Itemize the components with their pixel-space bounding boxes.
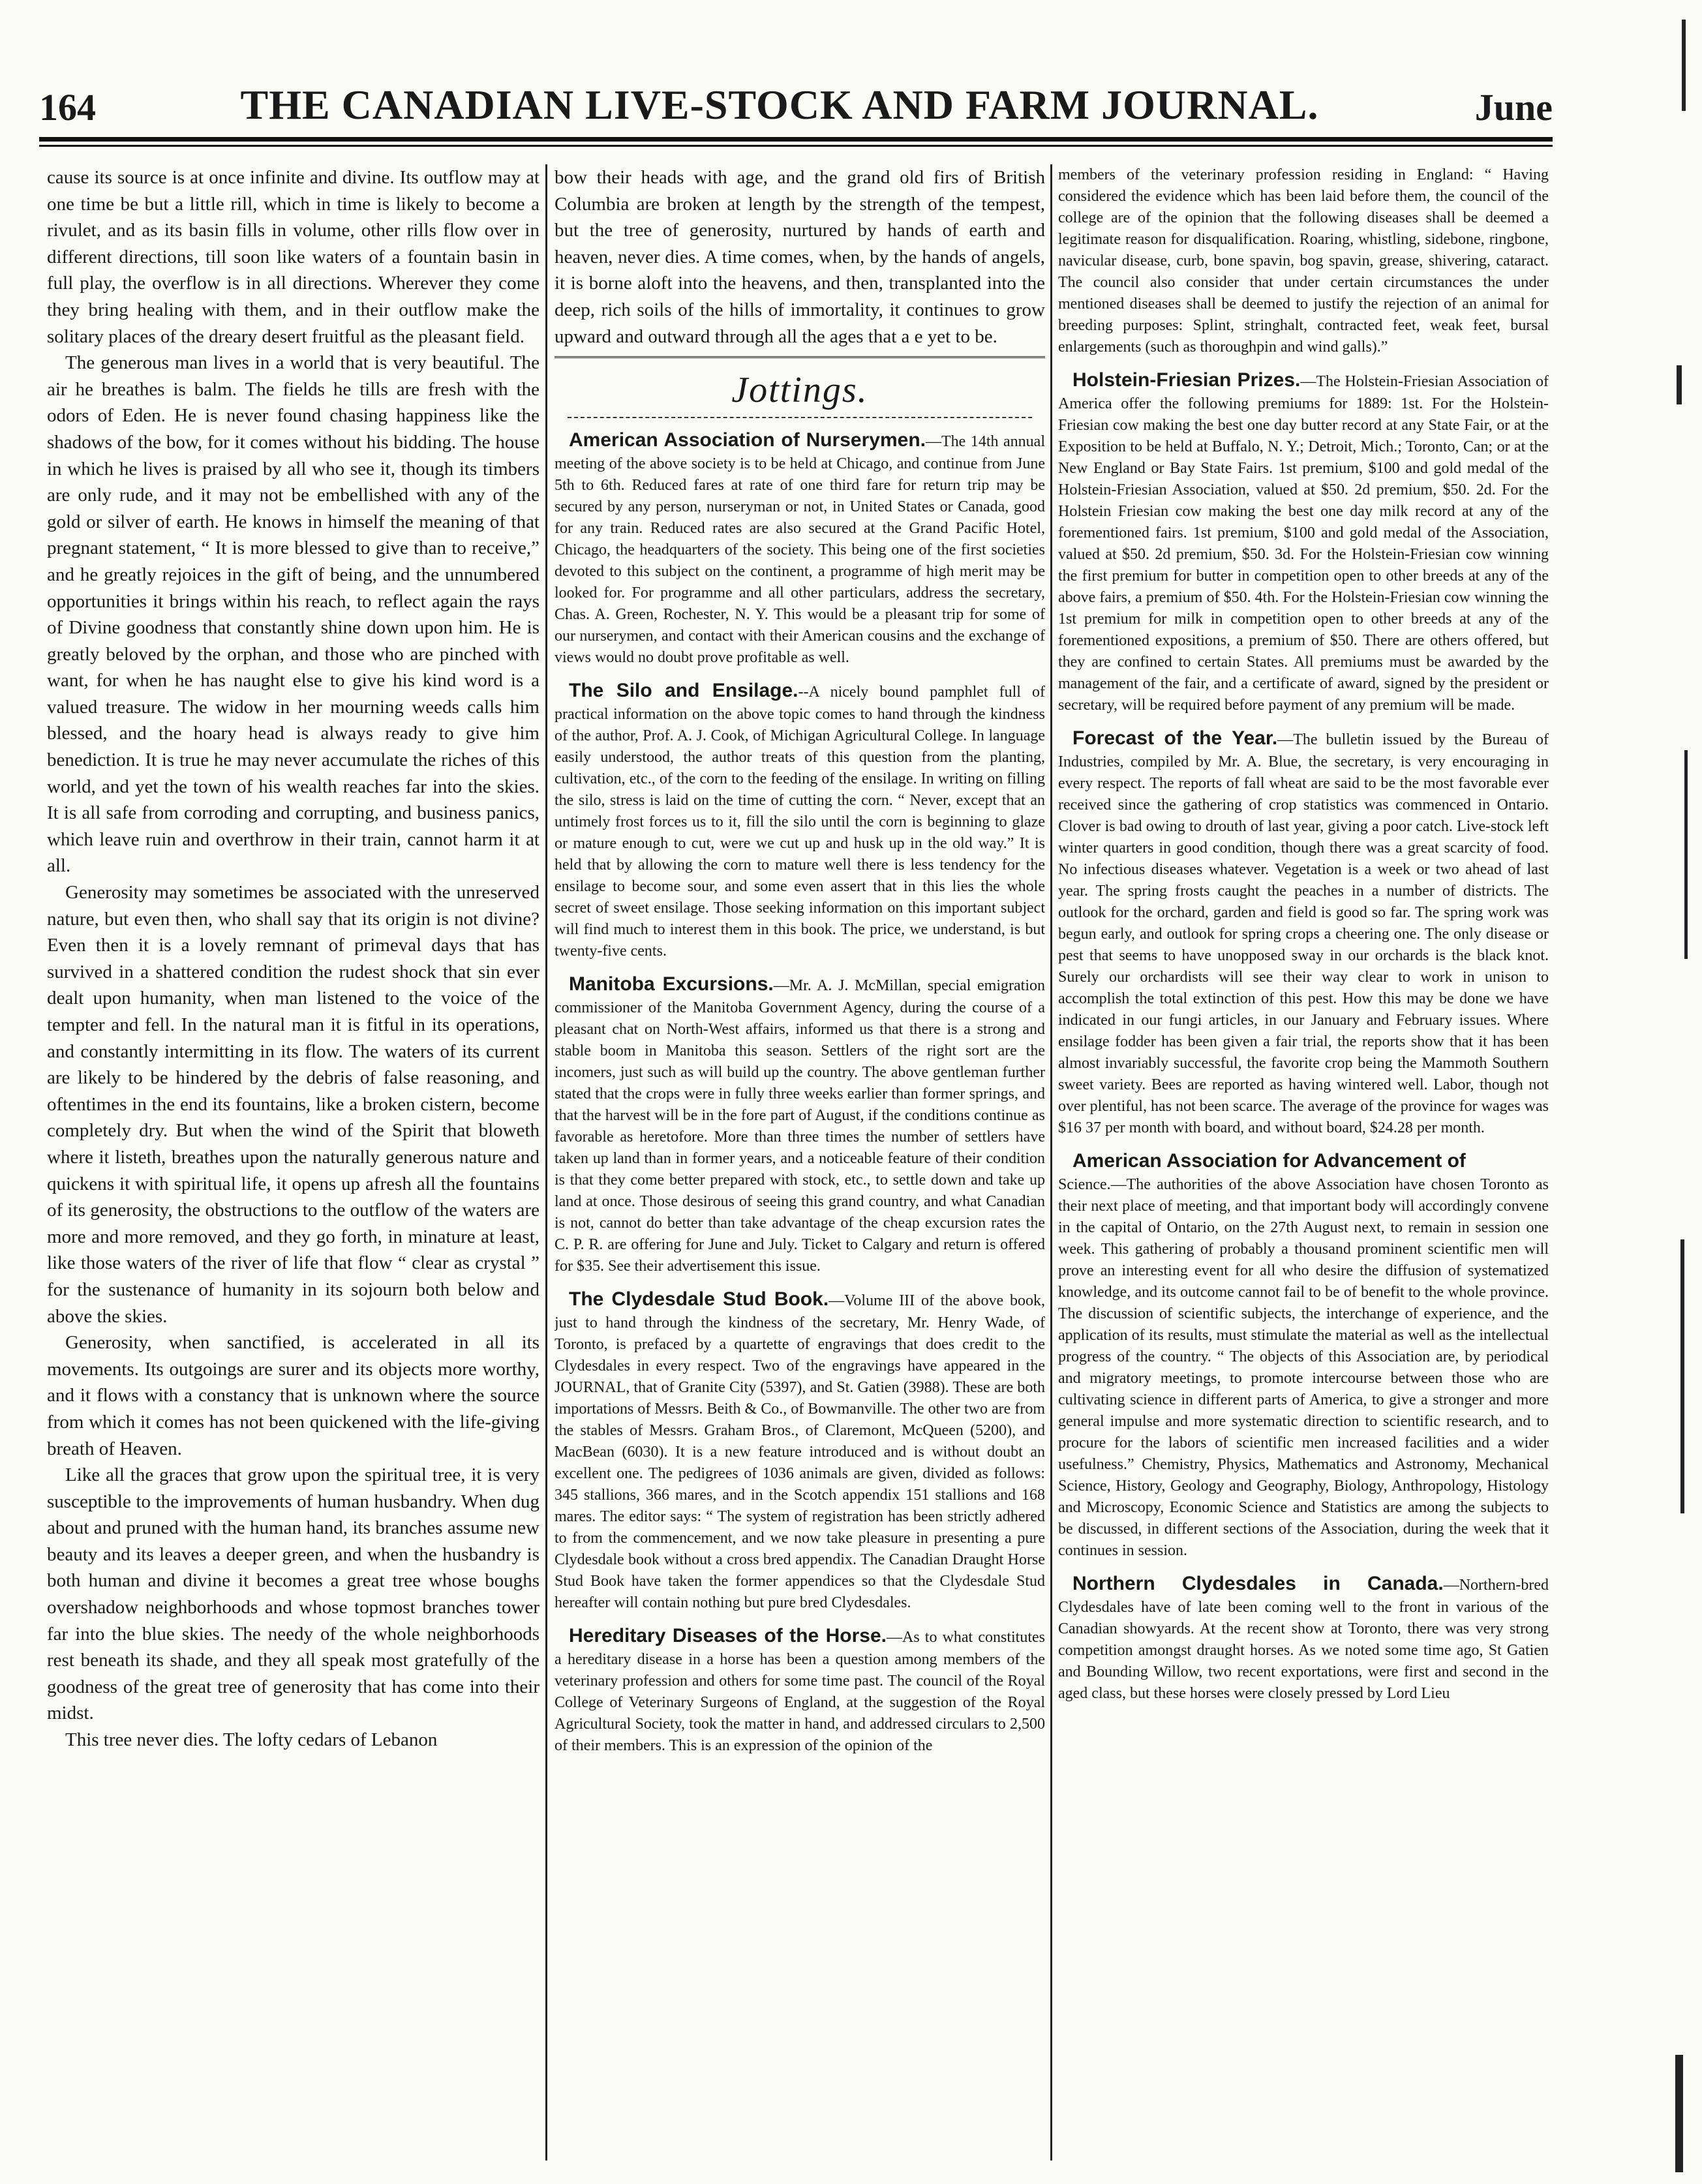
- column-1: [47, 164, 539, 2154]
- article-heading: Forecast of the Year.: [1072, 727, 1278, 749]
- scan-mark: [1677, 365, 1682, 404]
- article: [555, 1623, 1045, 1757]
- article: [1058, 367, 1549, 716]
- article-text: —As to what constitutes a hereditary disease in a horse has been a question among members of the veterinary profession and others for some time past. The council of the Royal College of Veterinary Surgeons of England, at the suggestion of the Royal Agricultural Society, took the matter in hand, and addressed circulars to 2,500 of their members. This is an expression of the opinion of the: [555, 1629, 1045, 1755]
- scan-mark: [1682, 20, 1686, 111]
- column-3: [1058, 164, 1549, 2154]
- article-text: --A nicely bound pamphlet full of practical information on the above topic comes to hand through the kindness of the author, Prof. A. J. Cook, of Michigan Agricultural College. In language easily understood, the author treats of this question from the planting, cultivation, etc., of the corn to the feeding of the ensilage. In writing on filling the silo, stress is laid on the time of cutting the corn. “ Never, except that an untimely frost forces us to it, fill the silo until the corn is beginning to glaze or mature enough to cut, were we cut up and husk up in the old way.” It is held that by allowing the corn to mature well there is less tendency for the ensilage to become sour, and some even assert that in this lies the whole secret of sweet ensilage. Those seeking information on this important subject will find much to interest them in this book. The price, we understand, is but twenty-five cents.: [555, 684, 1045, 960]
- paragraph: This tree never dies. The lofty cedars of Lebanon: [65, 1729, 438, 1751]
- article-heading: American Association of Nurserymen.: [569, 429, 926, 451]
- column-divider-2: [1050, 164, 1052, 2161]
- article-heading: American Association for Advancement of: [1072, 1150, 1466, 1172]
- article: [555, 678, 1045, 962]
- scan-edge: [1670, 0, 1702, 2184]
- article: [1058, 725, 1549, 1139]
- paragraph: The generous man lives in a world that is very beautiful. The air he breathes is balm. The fields he tills are fresh with the odors of Eden. He is never found chasing happiness like the shadows of the bow, for it comes without his bidding. The house in which he lives is praised by all who see it, though its timbers are only rude, and it may not be embellished with any of the gold or silver of earth. He knows in himself the meaning of that pregnant statement, “ It is more blessed to give than to receive,” and he greatly rejoices in the gift of being, and the unnumbered opportunities it brings within his reach, to reflect again the rays of Divine goodness that constantly shine down upon him. He is greatly beloved by the orphan, and those who are pinched with want, for when he has naught else to give his kind word is a valued treasure. The widow in her mourning weeds calls him blessed, and the hoary head is always ready to give him benediction. It is true he may never accumulate the riches of this world, and yet the town of his wealth reaches far into the skies. It is all safe from corroding and corrupting, and business panics, which leave ruin and overthrow in their train, cannot harm it at all.: [47, 352, 539, 877]
- article-heading: Manitoba Excursions.: [569, 973, 774, 995]
- scan-mark: [1684, 750, 1688, 959]
- article-continuation: members of the veterinary profession residing in England: “ Having considered the evidence which has been laid before them, the council of the college are of the opinion that the following diseases shall be deemed a legitimate reason for disqualification. Roaring, whistling, sidebone, ringbone, navicular disease, curb, bone spavin, bog spavin, grease, shivering, cataract. The council also consider that under certain circumstances the under mentioned diseases shall be deemed to justify the rejection of an animal for breeding purposes: Splint, stringhalt, contracted feet, weak feet, bursal enlargements (such as thoroughpin and wind galls).”: [1058, 166, 1549, 356]
- paragraph: Like all the graces that grow upon the spiritual tree, it is very susceptible to the improvements of human husbandry. When dug about and pruned with the human hand, its branches assume new beauty and its leaves a deeper green, and when the husbandry is both human and divine it becomes a great tree whose boughs overshadow neighborhoods and whose topmost branches tower far into the blue skies. The needy of the whole neighborhoods rest beneath its shade, and they all speak most gratefully of the goodness of the great tree of generosity that has come into their midst.: [47, 1464, 539, 1724]
- header-rule-bottom: [39, 145, 1553, 147]
- article-text: Science.—The authorities of the above Association have chosen Toronto as their next place of meeting, and that important body will accordingly convene in the capital of Ontario, on the 27th August next, to remain in session one week. This gathering of probably a thousand prominent scientific men will prove an interesting event for all who desire the diffusion of systematized knowledge, and its outcome cannot fail to be of benefit to the whole province. The discussion of scientific subjects, the interchange of experience, and the application of its results, must stimulate the material as well as the intellectual progress of the country. “ The objects of this Association are, by periodical and migratory meetings, to promote intercourse between those who are cultivating science in different parts of America, to give a stronger and more general impulse and more systematic direction to scientific research, and to procure for the labors of scientific men increased facilities and a wider usefulness.” Chemistry, Physics, Mathematics and Astronomy, Mechanical Science, History, Geology and Geography, Biology, Anthropology, Histology and Microscopy, Economic Science and Statistics are among the subjects to be discussed, in different sections of the Association, during the week that it continues in session.: [1058, 1176, 1549, 1559]
- article-heading: Hereditary Diseases of the Horse.: [569, 1625, 887, 1647]
- issue-month: June: [1474, 86, 1553, 129]
- paragraph: Generosity may sometimes be associated with the unreserved nature, but even then, who shall say that its origin is not divine? Even then it is a lovely remnant of primeval days that has survived in a shattered condition the rudest shock that sin ever dealt upon humanity, when man listened to the voice of the tempter and fell. In the natural man it is fitful in its operations, and constantly intermitting in its flow. The waters of its current are likely to be hindered by the debris of false reasoning, and oftentimes in the end its fountains, like a broken cistern, become completely dry. But when the wind of the Spirit that bloweth where it listeth, breathes upon the naturally generous nature and quickens it with spiritual life, it opens up afresh all the fountains of its generosity, the obstructions to the outflow of the waters are more and more removed, and they go forth, in minature at least, like those waters of the river of life that flow “ clear as crystal ” for the sustenance of humanity in its sojourn both below and above the skies.: [47, 882, 539, 1327]
- article-heading: Holstein-Friesian Prizes.: [1072, 369, 1301, 391]
- article-text: —The Holstein-Friesian Association of America offer the following premiums for 1889: 1st. For the Holstein-Friesian cow making the best one day butter record at any State Fair, or at the Exposition to be held at Buffalo, N. Y.; Detroit, Mich.; Toronto, Can; or at the New England or Bay State Fairs. 1st premium, $100 and gold medal of the Holstein-Friesian Association, valued at $50. 2d premium, $50. 2d. For the Holstein Friesian cow making the best one day milk record at any of the forementioned fairs. 1st premium, $100 and gold medal of the Association, valued at $50. 2d premium, $50. 3d. For the Holstein-Friesian cow winning the first premium for butter in competition open to other breeds at any of the above fairs, a premium of $50. 4th. For the Holstein-Friesian cow winning the 1st premium for milk in competition open to other breeds at any of the forementioned expositions, a premium of $50. There are others offered, but they are confined to certain States. All premiums must be awarded by the management of the fair, and a certificate of award, signed by the president or secretary, will be required before payment of any premium will be made.: [1058, 373, 1549, 714]
- page-header: [39, 70, 1553, 129]
- article: [555, 971, 1045, 1277]
- article: [555, 427, 1045, 669]
- section-title: Jottings.: [731, 370, 868, 411]
- journal-title: THE CANADIAN LIVE-STOCK AND FARM JOURNAL.: [240, 82, 1319, 128]
- article-text: —Volume III of the above book, just to hand through the kindness of the secretary, Mr. Henry Wade, of Toronto, is prefaced by a quartette of engravings that does credit to the Clydesdales in every respect. Two of the engravings have appeared in the JOURNAL, that of Granite City (5397), and St. Gatien (3988). These are both importations of Messrs. Beith & Co., of Bowmanville. The other two are from the stables of Messrs. Graham Bros., of Claremont, McQueen (5200), and MacBean (6030). It is a new feature introduced and is without doubt an excellent one. The pedigrees of 1036 animals are given, divided as follows: 345 stallions, 366 mares, and in the Scotch appendix 151 stallions and 168 mares. The editor says: “ The system of registration has been strictly adhered to from the commencement, and we now take pleasure in presenting a pure Clydesdale book without a cross bred appendix. The Canadian Draught Horse Stud Book have taken the former appendices so that the Clydesdale Stud hereafter will contain nothing but pure bred Clydesdales.: [555, 1292, 1045, 1612]
- article-heading: Northern Clydesdales in Canada.: [1072, 1573, 1444, 1594]
- section-rule: [555, 356, 1045, 362]
- article-text: —The bulletin issued by the Bureau of Industries, compiled by Mr. A. Blue, the secretary, is very encouraging in every respect. The reports of fall wheat are said to be the most favorable ever received since the gathering of crop statistics was commenced in Ontario. Clover is bad owing to drouth of last year, giving a poor catch. Live-stock left winter quarters in good condition, though there was a great scarcity of food. No infectious diseases whatever. Vegetation is a week or two ahead of last year. The spring frosts caught the peaches in a number of districts. The outlook for the orchard, garden and field is good so far. The spring work was begun early, and outlook for spring crops a cheering one. The only disease or pest that seems to have unopposed sway in our orchards is the black knot. Surely our orchardists will see their way clear to work in unison to accomplish the total extinction of this pest. How this may be done we have indicated in our fungi articles, in our January and February issues. Where ensilage fodder has been given a fair trial, the reports show that it has been almost invariably successful, the favorite crop being the Mammoth Southern sweet variety. Bees are reported as having wintered well. Labor, though not over plentiful, has not been scarce. The average of the province for wages was $16 37 per month with board, and without board, $24.28 per month.: [1058, 731, 1549, 1136]
- dashed-rule: [568, 417, 1032, 418]
- column-2: [555, 164, 1045, 2154]
- article-text: —The 14th annual meeting of the above society is to be held at Chicago, and continue from June 5th to 6th. Reduced fares at rate of one third fare for return trip may be secured by any person, nurseryman or not, in United States or Canada, good for any train. Reduced rates are also secured at the Grand Pacific Hotel, Chicago, the headquarters of the society. This being one of the first societies devoted to this subject on the continent, a programme of high merit may be looked for. For programme and all other particulars, address the secretary, Chas. A. Green, Rochester, N. Y. This would be a pleasant trip for some of our nurserymen, and contact with their American cousins and the exchange of views would no doubt prove profitable as well.: [555, 433, 1045, 667]
- article-heading: The Clydesdale Stud Book.: [569, 1288, 829, 1311]
- paragraph: Generosity, when sanctified, is accelerated in all its movements. Its outgoings are surer and its objects more worthy, and it flows with a constancy that is unknown where the source from which it comes has not been quickened with the life-giving breath of Heaven.: [47, 1332, 539, 1459]
- article: [1058, 1571, 1549, 1705]
- paragraph: bow their heads with age, and the grand old firs of British Columbia are broken at length by the strength of the tempest, but the tree of generosity, nurtured by hands of earth and heaven, never dies. A time comes, when, by the hands of angels, it is borne aloft into the heavens, and then, transplanted into the deep, rich soils of the hills of immortality, it continues to grow upward and outward through all the ages that a e yet to be.: [555, 167, 1045, 347]
- article: [1058, 1148, 1549, 1562]
- page-number: 164: [39, 86, 96, 129]
- article: [555, 1286, 1045, 1614]
- paragraph: cause its source is at once infinite and divine. Its outflow may at one time be but a little rill, which in time is likely to become a rivulet, and as its basin fills in volume, other rills flow over in different directions, till soon like waters of a fountain basin in full play, the overflow is in all directions. Wherever they come they bring healing with them, and in their outflow make the solitary places of the dreary desert fruitful as the pleasant field.: [47, 167, 539, 347]
- article-text: —Mr. A. J. McMillan, special emigration commissioner of the Manitoba Government Agency, during the course of a pleasant chat on North-West affairs, informed us that there is a strong and stable boom in Manitoba this season. Settlers of the right sort are the incomers, just such as will build up the country. The above gentleman further stated that the crops were in fully three weeks earlier than former springs, and that the harvest will be in the fore part of August, if the conditions continue as favorable as heretofore. More than three times the number of settlers have taken up land than in former years, and a noticeable feature of their condition is that they come better prepared with stock, etc., to settle down and take up land at once. Those desirous of seeing this grand country, and what Canadian is not, cannot do better than take advantage of the cheap excursion rates the C. P. R. are offering for June and July. Ticket to Calgary and return is offered for $35. See their advertisement this issue.: [555, 977, 1045, 1275]
- article-text: —Northern-bred Clydesdales have of late been coming well to the front in various of the Canadian showyards. At the recent show at Toronto, there was very strong competition amongst draught horses. As we noted some time ago, St Gatien and Bounding Willow, two recent exportations, were first and second in the aged class, but these horses were closely pressed by Lord Lieu: [1058, 1577, 1549, 1702]
- column-divider-1: [545, 164, 547, 2161]
- article-heading: The Silo and Ensilage.: [569, 680, 798, 702]
- scan-mark: [1675, 2055, 1683, 2172]
- header-rule-top: [39, 137, 1553, 142]
- scan-mark: [1680, 1239, 1684, 1513]
